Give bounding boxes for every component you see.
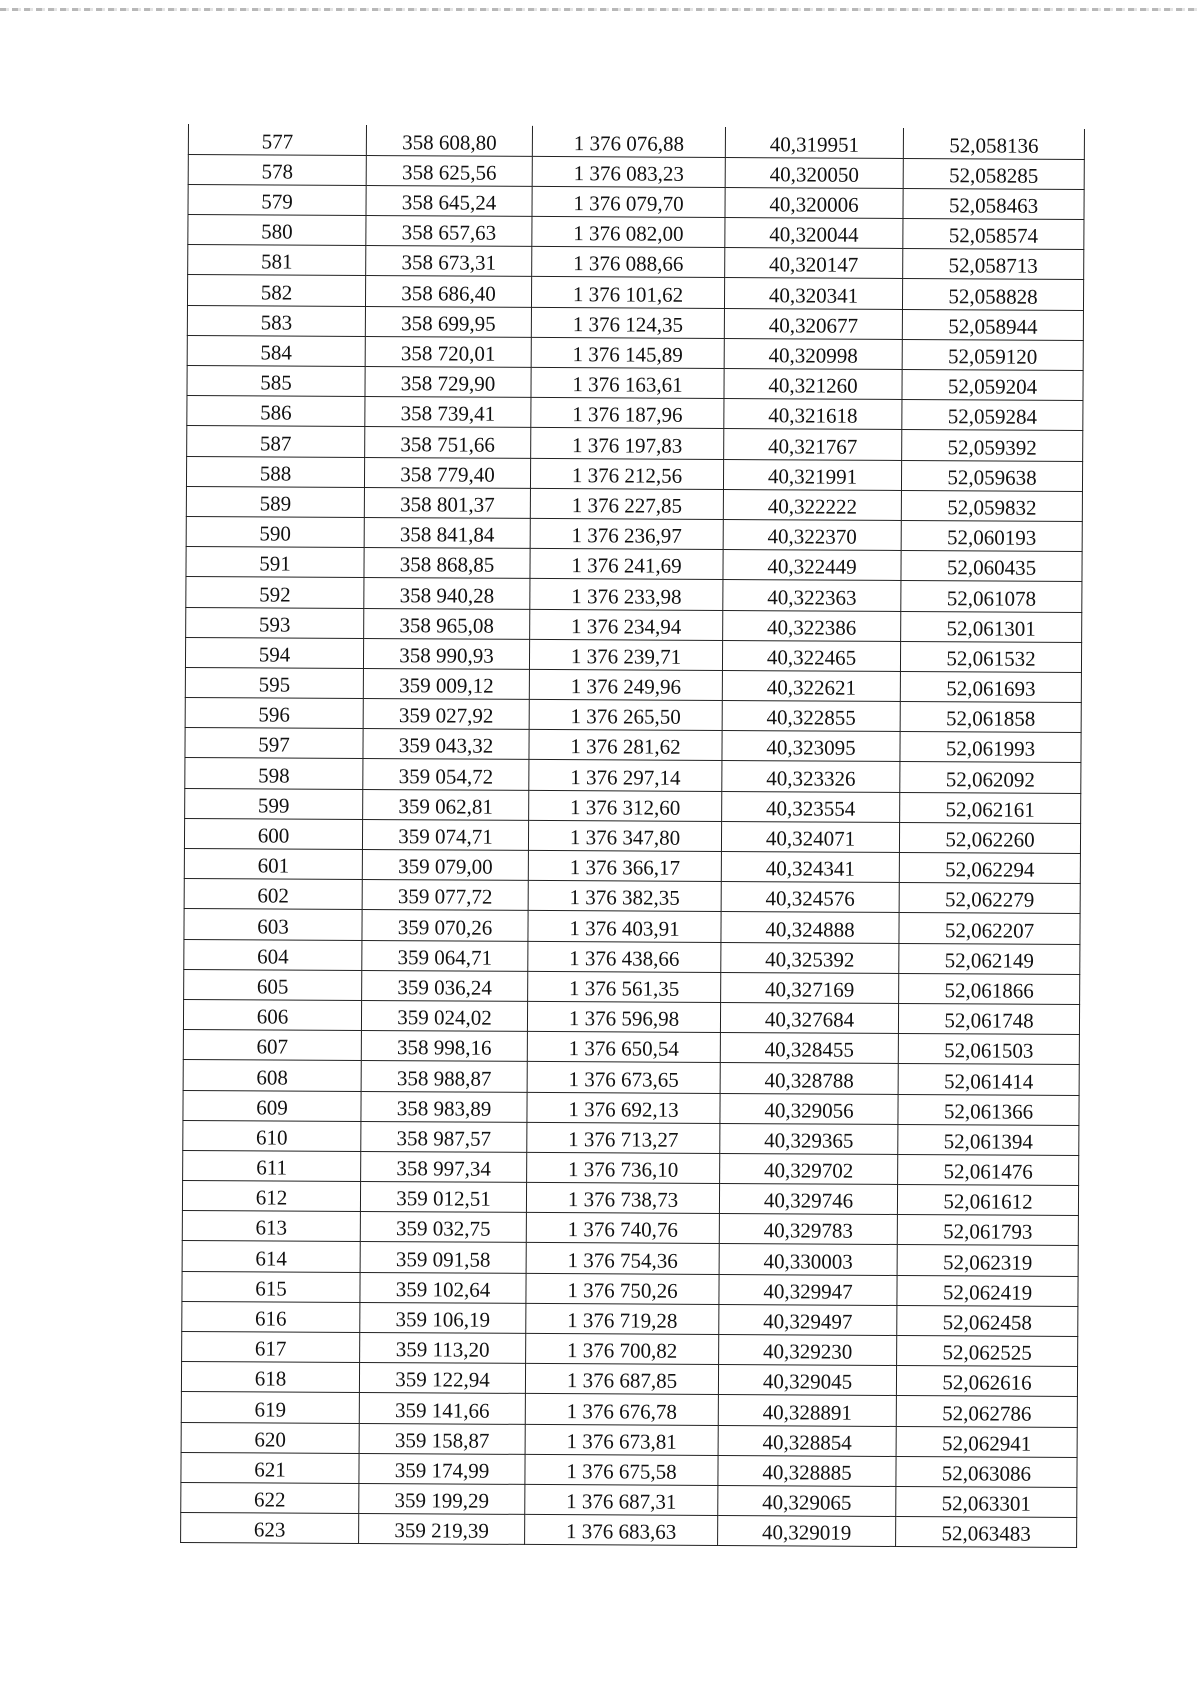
table-row: [188, 215, 1084, 250]
y-coordinate-cell: 1 376 234,94: [530, 609, 723, 640]
x-coordinate-cell: 358 645,24: [366, 185, 532, 216]
longitude-cell: 52,062786: [896, 1396, 1077, 1427]
x-coordinate-cell: 358 997,34: [361, 1151, 527, 1182]
longitude-cell: 52,061612: [897, 1185, 1078, 1216]
point-number-cell: 622: [181, 1482, 359, 1513]
longitude-cell: 52,061366: [898, 1094, 1079, 1125]
longitude-cell: 52,061532: [900, 641, 1081, 672]
y-coordinate-cell: 1 376 197,83: [531, 428, 724, 459]
point-number-cell: 588: [186, 456, 364, 487]
y-coordinate-cell: 1 376 713,27: [527, 1122, 720, 1153]
longitude-cell: 52,060435: [901, 551, 1082, 582]
y-coordinate-cell: 1 376 083,23: [532, 156, 725, 187]
latitude-cell: 40,322363: [723, 580, 901, 611]
longitude-cell: 52,058944: [902, 309, 1083, 340]
y-coordinate-cell: 1 376 438,66: [528, 941, 721, 972]
point-number-cell: 589: [186, 486, 364, 517]
y-coordinate-cell: 1 376 281,62: [529, 730, 722, 761]
point-number-cell: 620: [181, 1422, 359, 1453]
y-coordinate-cell: 1 376 297,14: [529, 760, 722, 791]
latitude-cell: 40,329056: [720, 1093, 898, 1124]
x-coordinate-cell: 359 064,71: [362, 940, 528, 971]
latitude-cell: 40,328885: [718, 1455, 896, 1486]
x-coordinate-cell: 358 990,93: [363, 638, 529, 669]
coordinates-table: [180, 124, 1085, 1548]
x-coordinate-cell: 359 012,51: [360, 1182, 526, 1213]
latitude-cell: 40,321767: [724, 429, 902, 460]
y-coordinate-cell: 1 376 687,31: [525, 1484, 718, 1515]
point-number-cell: 587: [187, 426, 365, 457]
longitude-cell: 52,059284: [902, 400, 1083, 431]
x-coordinate-cell: 359 219,39: [359, 1514, 525, 1545]
latitude-cell: 40,329783: [719, 1214, 897, 1245]
y-coordinate-cell: 1 376 692,13: [527, 1092, 720, 1123]
point-number-cell: 592: [186, 577, 364, 608]
table-row: [183, 999, 1079, 1034]
x-coordinate-cell: 358 751,66: [365, 427, 531, 458]
x-coordinate-cell: 358 625,56: [366, 155, 532, 186]
y-coordinate-cell: 1 376 239,71: [529, 639, 722, 670]
point-number-cell: 614: [182, 1241, 360, 1272]
longitude-cell: 52,063483: [896, 1517, 1077, 1548]
longitude-cell: 52,059638: [901, 460, 1082, 491]
longitude-cell: 52,061748: [898, 1003, 1079, 1034]
longitude-cell: 52,058574: [903, 219, 1084, 250]
table-row: [187, 275, 1083, 310]
y-coordinate-cell: 1 376 163,61: [531, 367, 724, 398]
latitude-cell: 40,329702: [720, 1153, 898, 1184]
longitude-cell: 52,061693: [900, 671, 1081, 702]
table-row: [186, 456, 1082, 491]
x-coordinate-cell: 359 113,20: [360, 1332, 526, 1363]
x-coordinate-cell: 358 686,40: [365, 276, 531, 307]
table-row: [181, 1482, 1077, 1517]
table-row: [187, 335, 1083, 370]
longitude-cell: 52,061476: [898, 1154, 1079, 1185]
table-row: [183, 1120, 1079, 1155]
latitude-cell: 40,324888: [721, 912, 899, 943]
y-coordinate-cell: 1 376 082,00: [532, 216, 725, 247]
x-coordinate-cell: 358 868,85: [364, 548, 530, 579]
point-number-cell: 578: [188, 154, 366, 185]
point-number-cell: 602: [184, 879, 362, 910]
x-coordinate-cell: 359 174,99: [359, 1453, 525, 1484]
longitude-cell: 52,061301: [901, 611, 1082, 642]
latitude-cell: 40,323326: [722, 761, 900, 792]
latitude-cell: 40,328854: [718, 1425, 896, 1456]
x-coordinate-cell: 358 673,31: [366, 246, 532, 277]
longitude-cell: 52,062207: [899, 913, 1080, 944]
point-number-cell: 618: [181, 1362, 359, 1393]
y-coordinate-cell: 1 376 650,54: [527, 1032, 720, 1063]
y-coordinate-cell: 1 376 740,76: [526, 1213, 719, 1244]
point-number-cell: 596: [185, 698, 363, 729]
y-coordinate-cell: 1 376 736,10: [527, 1152, 720, 1183]
x-coordinate-cell: 358 720,01: [365, 336, 531, 367]
latitude-cell: 40,327684: [720, 1002, 898, 1033]
longitude-cell: 52,058828: [902, 279, 1083, 310]
table-row: [183, 1060, 1079, 1095]
longitude-cell: 52,058713: [903, 249, 1084, 280]
longitude-cell: 52,061866: [899, 973, 1080, 1004]
table-row: [186, 607, 1082, 642]
y-coordinate-cell: 1 376 561,35: [528, 971, 721, 1002]
y-coordinate-cell: 1 376 700,82: [526, 1333, 719, 1364]
y-coordinate-cell: 1 376 265,50: [529, 699, 722, 730]
point-number-cell: 604: [184, 939, 362, 970]
longitude-cell: 52,058463: [903, 188, 1084, 219]
table-row: [186, 516, 1082, 551]
table-row: [186, 577, 1082, 612]
y-coordinate-cell: 1 376 236,97: [530, 518, 723, 549]
y-coordinate-cell: 1 376 675,58: [525, 1454, 718, 1485]
point-number-cell: 586: [187, 396, 365, 427]
x-coordinate-cell: 359 074,71: [362, 819, 528, 850]
point-number-cell: 597: [185, 728, 363, 759]
point-number-cell: 582: [187, 275, 365, 306]
x-coordinate-cell: 358 965,08: [364, 608, 530, 639]
latitude-cell: 40,320998: [724, 338, 902, 369]
x-coordinate-cell: 359 122,94: [359, 1363, 525, 1394]
x-coordinate-cell: 358 940,28: [364, 578, 530, 609]
x-coordinate-cell: 358 608,80: [366, 125, 532, 156]
x-coordinate-cell: 359 032,75: [360, 1212, 526, 1243]
point-number-cell: 580: [188, 215, 366, 246]
point-number-cell: 609: [183, 1090, 361, 1121]
y-coordinate-cell: 1 376 673,65: [527, 1062, 720, 1093]
longitude-cell: 52,061078: [901, 581, 1082, 612]
table-row: [185, 728, 1081, 763]
x-coordinate-cell: 359 054,72: [363, 759, 529, 790]
coordinates-table-container: [180, 124, 1085, 1548]
table-row: [186, 547, 1082, 582]
longitude-cell: 52,058136: [903, 128, 1084, 159]
latitude-cell: 40,322465: [722, 640, 900, 671]
point-number-cell: 612: [182, 1181, 360, 1212]
longitude-cell: 52,059832: [901, 490, 1082, 521]
point-number-cell: 601: [184, 848, 362, 879]
point-number-cell: 606: [183, 999, 361, 1030]
table-row: [184, 909, 1080, 944]
longitude-cell: 52,061394: [898, 1124, 1079, 1155]
table-row: [188, 124, 1084, 159]
point-number-cell: 610: [183, 1120, 361, 1151]
latitude-cell: 40,329365: [720, 1123, 898, 1154]
longitude-cell: 52,062294: [899, 852, 1080, 883]
latitude-cell: 40,328788: [720, 1063, 898, 1094]
latitude-cell: 40,320006: [725, 187, 903, 218]
y-coordinate-cell: 1 376 687,85: [525, 1364, 718, 1395]
y-coordinate-cell: 1 376 366,17: [528, 850, 721, 881]
table-row: [182, 1301, 1078, 1336]
point-number-cell: 603: [184, 909, 362, 940]
x-coordinate-cell: 358 998,16: [361, 1031, 527, 1062]
latitude-cell: 40,322621: [722, 670, 900, 701]
x-coordinate-cell: 359 141,66: [359, 1393, 525, 1424]
latitude-cell: 40,324071: [721, 821, 899, 852]
latitude-cell: 40,322370: [723, 519, 901, 550]
point-number-cell: 619: [181, 1392, 359, 1423]
latitude-cell: 40,319951: [725, 127, 903, 158]
table-row: [187, 305, 1083, 340]
point-number-cell: 600: [184, 818, 362, 849]
point-number-cell: 623: [181, 1513, 359, 1544]
y-coordinate-cell: 1 376 750,26: [526, 1273, 719, 1304]
point-number-cell: 598: [185, 758, 363, 789]
point-number-cell: 613: [182, 1211, 360, 1242]
latitude-cell: 40,320341: [724, 278, 902, 309]
x-coordinate-cell: 358 987,57: [361, 1121, 527, 1152]
point-number-cell: 585: [187, 365, 365, 396]
y-coordinate-cell: 1 376 403,91: [528, 911, 721, 942]
y-coordinate-cell: 1 376 719,28: [526, 1303, 719, 1334]
y-coordinate-cell: 1 376 241,69: [530, 549, 723, 580]
x-coordinate-cell: 359 036,24: [362, 970, 528, 1001]
point-number-cell: 617: [182, 1331, 360, 1362]
x-coordinate-cell: 358 801,37: [364, 487, 530, 518]
latitude-cell: 40,323095: [722, 731, 900, 762]
table-row: [188, 184, 1084, 219]
longitude-cell: 52,062161: [900, 792, 1081, 823]
table-row: [181, 1422, 1077, 1457]
y-coordinate-cell: 1 376 382,35: [528, 881, 721, 912]
table-row: [187, 365, 1083, 400]
y-coordinate-cell: 1 376 079,70: [532, 186, 725, 217]
longitude-cell: 52,061503: [898, 1034, 1079, 1065]
latitude-cell: 40,322855: [722, 701, 900, 732]
x-coordinate-cell: 359 158,87: [359, 1423, 525, 1454]
longitude-cell: 52,062092: [900, 762, 1081, 793]
y-coordinate-cell: 1 376 673,81: [525, 1424, 718, 1455]
point-number-cell: 595: [185, 667, 363, 698]
point-number-cell: 593: [186, 607, 364, 638]
point-number-cell: 616: [182, 1301, 360, 1332]
latitude-cell: 40,320044: [725, 218, 903, 249]
longitude-cell: 52,062941: [896, 1426, 1077, 1457]
y-coordinate-cell: 1 376 145,89: [531, 337, 724, 368]
table-row: [184, 848, 1080, 883]
latitude-cell: 40,324576: [721, 882, 899, 913]
x-coordinate-cell: 359 009,12: [363, 668, 529, 699]
y-coordinate-cell: 1 376 124,35: [531, 307, 724, 338]
point-number-cell: 591: [186, 547, 364, 578]
table-row: [188, 245, 1084, 280]
longitude-cell: 52,058285: [903, 158, 1084, 189]
x-coordinate-cell: 359 043,32: [363, 729, 529, 760]
x-coordinate-cell: 358 699,95: [365, 306, 531, 337]
latitude-cell: 40,320147: [725, 248, 903, 279]
y-coordinate-cell: 1 376 212,56: [530, 458, 723, 489]
table-row: [187, 426, 1083, 461]
x-coordinate-cell: 358 983,89: [361, 1091, 527, 1122]
table-row: [185, 788, 1081, 823]
x-coordinate-cell: 358 729,90: [365, 366, 531, 397]
x-coordinate-cell: 359 062,81: [363, 789, 529, 820]
longitude-cell: 52,061858: [900, 702, 1081, 733]
latitude-cell: 40,329947: [719, 1274, 897, 1305]
coordinates-table-body: [181, 124, 1085, 1548]
x-coordinate-cell: 359 106,19: [360, 1302, 526, 1333]
y-coordinate-cell: 1 376 312,60: [529, 790, 722, 821]
table-row: [185, 758, 1081, 793]
point-number-cell: 605: [184, 969, 362, 1000]
x-coordinate-cell: 359 199,29: [359, 1483, 525, 1514]
latitude-cell: 40,329746: [719, 1184, 897, 1215]
table-row: [183, 1030, 1079, 1065]
x-coordinate-cell: 358 841,84: [364, 517, 530, 548]
table-row: [184, 879, 1080, 914]
longitude-cell: 52,063301: [896, 1486, 1077, 1517]
table-row: [185, 698, 1081, 733]
latitude-cell: 40,323554: [722, 791, 900, 822]
longitude-cell: 52,061993: [900, 732, 1081, 763]
longitude-cell: 52,063086: [896, 1456, 1077, 1487]
table-row: [182, 1211, 1078, 1246]
x-coordinate-cell: 359 077,72: [362, 880, 528, 911]
x-coordinate-cell: 358 657,63: [366, 216, 532, 247]
point-number-cell: 590: [186, 516, 364, 547]
point-number-cell: 594: [185, 637, 363, 668]
table-row: [186, 486, 1082, 521]
table-row: [184, 818, 1080, 853]
table-row: [187, 396, 1083, 431]
longitude-cell: 52,059392: [902, 430, 1083, 461]
table-row: [182, 1181, 1078, 1216]
point-number-cell: 577: [188, 124, 366, 155]
latitude-cell: 40,328891: [718, 1395, 896, 1426]
latitude-cell: 40,329045: [718, 1365, 896, 1396]
x-coordinate-cell: 358 739,41: [365, 397, 531, 428]
point-number-cell: 615: [182, 1271, 360, 1302]
table-row: [184, 939, 1080, 974]
y-coordinate-cell: 1 376 249,96: [529, 669, 722, 700]
point-number-cell: 607: [183, 1030, 361, 1061]
y-coordinate-cell: 1 376 754,36: [526, 1243, 719, 1274]
table-row: [184, 969, 1080, 1004]
latitude-cell: 40,320677: [724, 308, 902, 339]
table-row: [183, 1090, 1079, 1125]
longitude-cell: 52,061414: [898, 1064, 1079, 1095]
x-coordinate-cell: 359 091,58: [360, 1242, 526, 1273]
table-row: [185, 667, 1081, 702]
table-row: [182, 1241, 1078, 1276]
longitude-cell: 52,062616: [896, 1366, 1077, 1397]
x-coordinate-cell: 359 079,00: [362, 849, 528, 880]
point-number-cell: 599: [185, 788, 363, 819]
latitude-cell: 40,324341: [721, 851, 899, 882]
table-row: [181, 1362, 1077, 1397]
longitude-cell: 52,062279: [899, 883, 1080, 914]
longitude-cell: 52,062419: [897, 1275, 1078, 1306]
longitude-cell: 52,060193: [901, 520, 1082, 551]
y-coordinate-cell: 1 376 676,78: [525, 1394, 718, 1425]
point-number-cell: 621: [181, 1452, 359, 1483]
y-coordinate-cell: 1 376 596,98: [527, 1001, 720, 1032]
latitude-cell: 40,321618: [724, 399, 902, 430]
latitude-cell: 40,327169: [721, 972, 899, 1003]
latitude-cell: 40,328455: [720, 1033, 898, 1064]
point-number-cell: 608: [183, 1060, 361, 1091]
latitude-cell: 40,325392: [721, 942, 899, 973]
y-coordinate-cell: 1 376 227,85: [530, 488, 723, 519]
latitude-cell: 40,329065: [718, 1485, 896, 1516]
table-row: [182, 1271, 1078, 1306]
table-row: [182, 1331, 1078, 1366]
point-number-cell: 579: [188, 184, 366, 215]
x-coordinate-cell: 359 027,92: [363, 699, 529, 730]
table-row: [183, 1150, 1079, 1185]
table-row: [181, 1513, 1077, 1548]
table-row: [185, 637, 1081, 672]
point-number-cell: 581: [188, 245, 366, 276]
table-row: [181, 1452, 1077, 1487]
y-coordinate-cell: 1 376 738,73: [526, 1182, 719, 1213]
table-row: [181, 1392, 1077, 1427]
y-coordinate-cell: 1 376 076,88: [532, 126, 725, 157]
point-number-cell: 611: [183, 1150, 361, 1181]
table-row: [188, 154, 1084, 189]
x-coordinate-cell: 358 779,40: [364, 457, 530, 488]
x-coordinate-cell: 358 988,87: [361, 1061, 527, 1092]
latitude-cell: 40,329230: [719, 1334, 897, 1365]
y-coordinate-cell: 1 376 101,62: [531, 277, 724, 308]
point-number-cell: 583: [187, 305, 365, 336]
y-coordinate-cell: 1 376 683,63: [525, 1515, 718, 1546]
y-coordinate-cell: 1 376 233,98: [530, 579, 723, 610]
latitude-cell: 40,322449: [723, 550, 901, 581]
longitude-cell: 52,059120: [902, 339, 1083, 370]
latitude-cell: 40,321991: [723, 459, 901, 490]
longitude-cell: 52,062260: [899, 822, 1080, 853]
latitude-cell: 40,322222: [723, 489, 901, 520]
longitude-cell: 52,062525: [897, 1335, 1078, 1366]
longitude-cell: 52,062319: [897, 1245, 1078, 1276]
longitude-cell: 52,061793: [897, 1215, 1078, 1246]
y-coordinate-cell: 1 376 187,96: [531, 398, 724, 429]
latitude-cell: 40,320050: [725, 157, 903, 188]
longitude-cell: 52,062149: [899, 943, 1080, 974]
point-number-cell: 584: [187, 335, 365, 366]
x-coordinate-cell: 359 070,26: [362, 910, 528, 941]
latitude-cell: 40,321260: [724, 368, 902, 399]
longitude-cell: 52,062458: [897, 1305, 1078, 1336]
y-coordinate-cell: 1 376 088,66: [532, 247, 725, 278]
latitude-cell: 40,329019: [718, 1516, 896, 1547]
latitude-cell: 40,322386: [723, 610, 901, 641]
y-coordinate-cell: 1 376 347,80: [528, 820, 721, 851]
longitude-cell: 52,059204: [902, 369, 1083, 400]
scan-edge-artifact: [0, 8, 1200, 11]
x-coordinate-cell: 359 102,64: [360, 1272, 526, 1303]
latitude-cell: 40,329497: [719, 1304, 897, 1335]
x-coordinate-cell: 359 024,02: [361, 1000, 527, 1031]
latitude-cell: 40,330003: [719, 1244, 897, 1275]
